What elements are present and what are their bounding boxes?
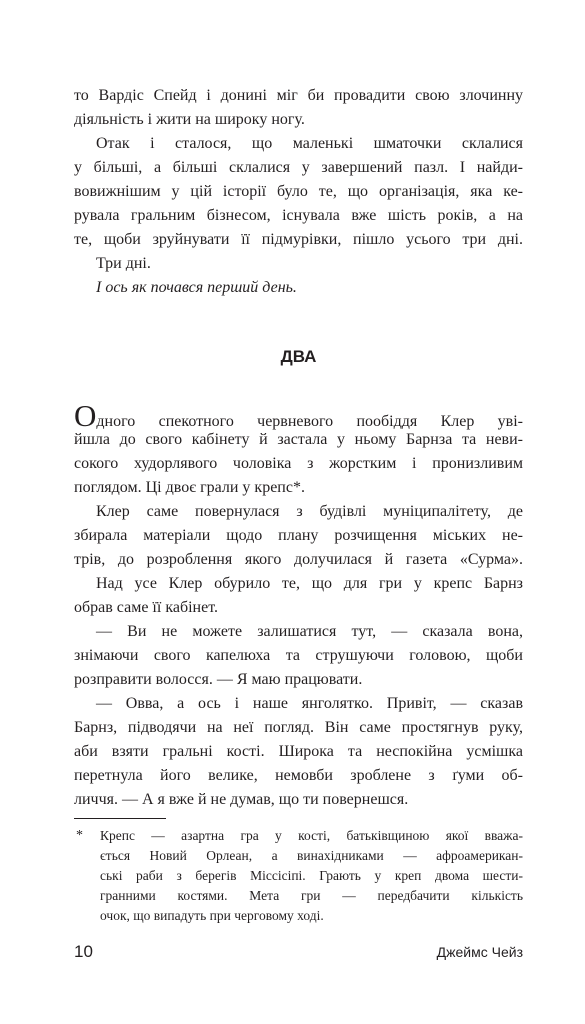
text-line: Барнз, підводячи на неї погляд. Він саме простягнув руку, <box>74 719 523 736</box>
text-line: Клер саме повернулася з будівлі муніципалітету, де <box>96 503 523 520</box>
text-line: обрав саме її кабінет. <box>74 599 218 616</box>
page-number: 10 <box>74 942 93 961</box>
footnote-divider <box>74 818 166 819</box>
text-line: — Овва, а ось і наше янголятко. Привіт, — сказав <box>96 695 523 712</box>
text-line: розправити волосся. — Я маю працювати. <box>74 671 363 688</box>
footnote-line: очок, що випадуть при черговому ході. <box>100 908 324 923</box>
text-line: сокого худорлявого чоловіка з жорстким і пронизливим <box>74 455 523 472</box>
text-line: личчя. — А я вже й не думав, що ти повернешся. <box>74 791 409 808</box>
text-line: рувала гральним бізнесом, існувала вже шість років, а на <box>74 207 523 224</box>
text-line: Три дні. <box>96 255 151 272</box>
text-line: вовижнішим у цій історії було те, що організація, яка ке- <box>74 183 523 200</box>
text-line: діяльність і жити на широку ногу. <box>74 111 305 128</box>
text-line: Над усе Клер обурило те, що для гри у крепс Барнз <box>96 575 523 592</box>
running-head: Джеймс Чейз <box>436 944 523 960</box>
text-line: — Ви не можете залишатися тут, — сказала вона, <box>96 623 523 640</box>
footnote-marker: * <box>76 828 83 843</box>
first-line-text: дного спекотного червневого пообіддя Клер уві- <box>96 413 523 430</box>
footnote-line: гранними костями. Мета гри — передбачити кількість <box>100 888 523 903</box>
text-line: знімаючи свого капелюха та струшуючи головою, щоби <box>74 647 523 664</box>
text-line: збирала матеріали щодо плану розчищення міських не- <box>74 527 523 544</box>
footnote-line: Крепс — азартна гра у кості, батьківщиною якої вважа- <box>100 828 523 843</box>
text-line: аби взяти гральні кості. Широка та неспокійна усмішка <box>74 743 523 760</box>
text-line: поглядом. Ці двоє грали у крепс*. <box>74 479 305 496</box>
text-line: те, щоби зруйнувати її підмурівки, пішло усього три дні. <box>74 231 523 248</box>
footnote-line: ється Новий Орлеан, а винахідниками — афроамерикан- <box>100 848 523 863</box>
text-line: то Вардіс Спейд і донині міг би провадити свою злочинну <box>74 87 523 104</box>
text-line: трів, до розроблення якого долучилася й газета «Сурма». <box>74 551 523 568</box>
chapter-heading: ДВА <box>280 347 317 366</box>
text-line: Отак і сталося, що маленькі шматочки склалися <box>96 135 523 152</box>
drop-cap: О <box>74 398 97 433</box>
text-line: перетнула його велике, немовби зроблене з ґуми об- <box>74 767 523 784</box>
italic-text-line: І ось як почався перший день. <box>96 279 297 296</box>
footnote-line: ські раби з берегів Міссісіпі. Грають у креп двома шести- <box>100 868 523 883</box>
first-line <box>74 398 523 433</box>
text-line: йшла до свого кабінету й застала у ньому Барнза та неви- <box>74 431 523 448</box>
text-line: у більші, а більші склалися у завершений пазл. І найди- <box>74 159 523 176</box>
